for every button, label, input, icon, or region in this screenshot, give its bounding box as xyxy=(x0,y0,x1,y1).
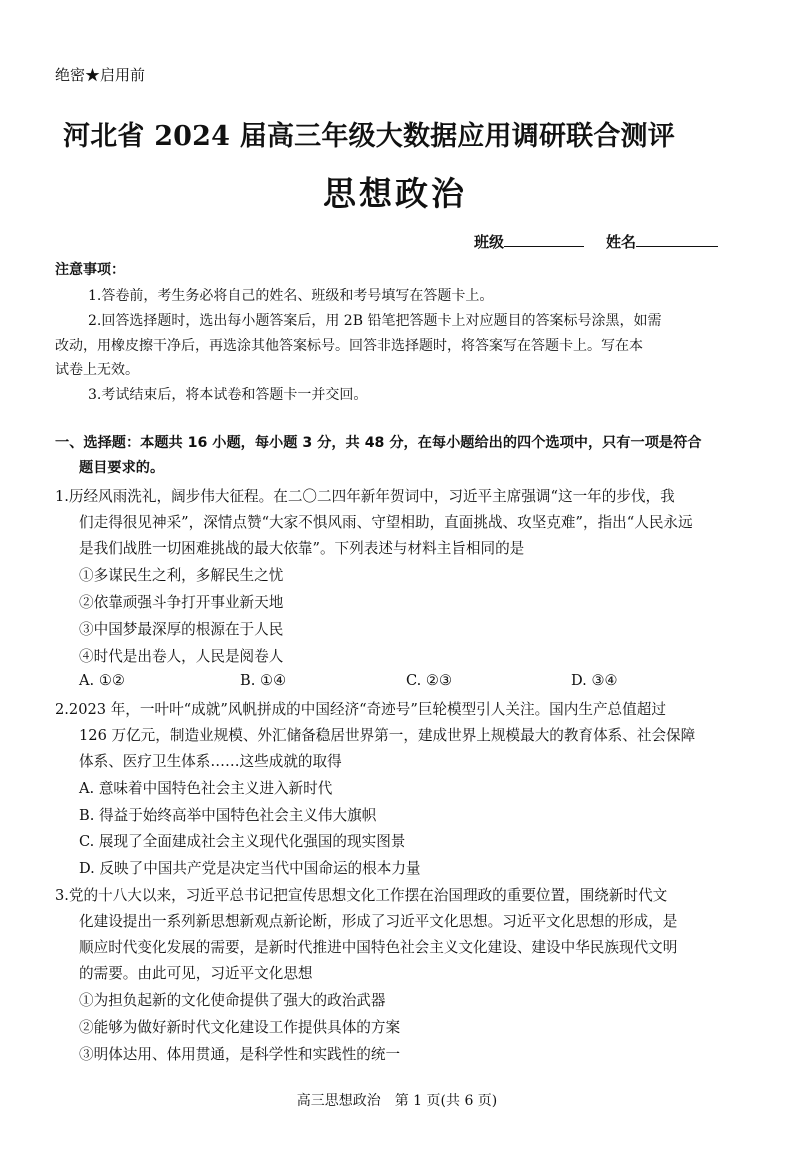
question-1-option-c: C. ②③ xyxy=(406,672,453,689)
secret-label: 绝密★启用前 xyxy=(55,66,146,84)
name-blank xyxy=(636,232,718,247)
question-3-stem: 顺应时代变化发展的需要，是新时代推进中国特色社会主义文化建设、建设中华民族现代文明 xyxy=(79,939,678,956)
notice-line: 1.答卷前，考生务必将自己的姓名、班级和考号填写在答题卡上。 xyxy=(88,288,494,304)
section-heading-cont: 题目要求的。 xyxy=(79,460,165,476)
question-2-stem: 2.2023 年，一叶叶“成就”风帆拼成的中国经济“奇迹号”巨轮模型引人关注。国内生产总值超过 xyxy=(55,701,666,718)
section-heading: 一、选择题：本题共 16 小题，每小题 3 分，共 48 分，在每小题给出的四个选项中，只有一项是符合 xyxy=(55,435,702,451)
question-3-stem: 化建设提出一系列新思想新观点新论断，形成了习近平文化思想。习近平文化思想的形成，是 xyxy=(79,913,678,930)
question-2-stem: 126 万亿元，制造业规模、外汇储备稳居世界第一，建成世界上规模最大的教育体系、社会保障 xyxy=(79,727,696,744)
question-2-option-c: C. 展现了全面建成社会主义现代化强国的现实图景 xyxy=(79,833,406,850)
notice-line: 改动，用橡皮擦干净后，再选涂其他答案标号。回答非选择题时，将答案写在答题卡上。写在本 xyxy=(55,338,643,354)
question-1-item: ④时代是出卷人，人民是阅卷人 xyxy=(79,648,284,665)
question-3-item: ③明体达用、体用贯通，是科学性和实践性的统一 xyxy=(79,1046,401,1063)
name-field xyxy=(606,231,718,252)
question-3-item: ②能够为做好新时代文化建设工作提供具体的方案 xyxy=(79,1019,401,1036)
question-1-item: ①多谋民生之利，多解民生之忧 xyxy=(79,567,284,584)
exam-title: 河北省 2024 届高三年级大数据应用调研联合测评 xyxy=(63,121,675,152)
question-2-stem: 体系、医疗卫生体系……这些成就的取得 xyxy=(79,753,342,770)
question-3-stem: 3.党的十八大以来，习近平总书记把宣传思想文化工作摆在治国理政的重要位置，围绕新时代文 xyxy=(55,887,668,904)
notice-line: 2.回答选择题时，选出每小题答案后，用 2B 铅笔把答题卡上对应题目的答案标号涂黑，如需 xyxy=(88,313,662,329)
question-1-option-a: A. ①② xyxy=(79,672,125,689)
notice-line: 试卷上无效。 xyxy=(55,362,139,378)
question-3-stem: 的需要。由此可见，习近平文化思想 xyxy=(79,965,313,982)
question-2-option-a: A. 意味着中国特色社会主义进入新时代 xyxy=(79,780,333,797)
page-footer: 高三思想政治 第 1 页(共 6 页) xyxy=(296,1093,498,1109)
question-1-item: ③中国梦最深厚的根源在于人民 xyxy=(79,621,284,638)
question-1-option-d: D. ③④ xyxy=(571,672,618,689)
class-blank xyxy=(504,232,584,247)
question-1-item: ②依靠顽强斗争打开事业新天地 xyxy=(79,594,284,611)
question-2-option-b: B. 得益于始终高举中国特色社会主义伟大旗帜 xyxy=(79,807,377,824)
question-1-stem: 1.历经风雨洗礼，阔步伟大征程。在二〇二四年新年贺词中，习近平主席强调“这一年的步伐，我 xyxy=(55,488,675,505)
class-label: 班级 xyxy=(474,233,505,251)
name-label: 姓名 xyxy=(606,233,637,251)
class-field xyxy=(474,231,584,252)
subject-title: 思想政治 xyxy=(323,174,467,213)
notice-heading: 注意事项： xyxy=(55,262,125,278)
question-1-option-b: B. ①④ xyxy=(240,672,287,689)
question-1-stem: 是我们战胜一切困难挑战的最大依靠”。下列表述与材料主旨相同的是 xyxy=(79,540,525,557)
question-2-option-d: D. 反映了中国共产党是决定当代中国命运的根本力量 xyxy=(79,860,421,877)
question-1-stem: 们走得很见神采”，深情点赞“大家不惧风雨、守望相助，直面挑战、攻坚克难”，指出“人民永远 xyxy=(79,514,693,531)
question-3-item: ①为担负起新的文化使命提供了强大的政治武器 xyxy=(79,992,386,1009)
notice-line: 3.考试结束后，将本试卷和答题卡一并交回。 xyxy=(88,387,368,403)
